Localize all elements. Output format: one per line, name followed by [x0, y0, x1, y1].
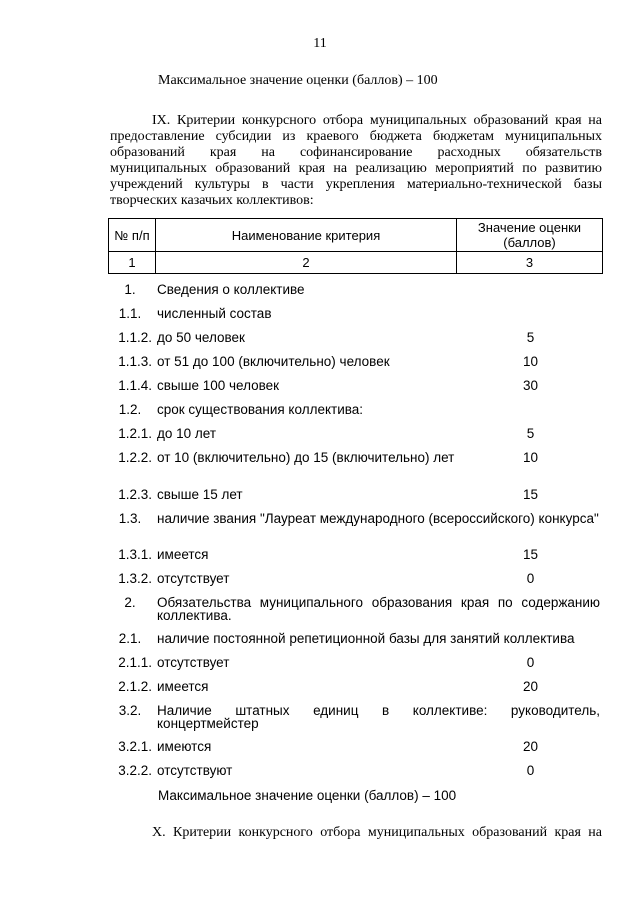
row-number: 3.2.2. — [118, 763, 152, 778]
page-number: 11 — [313, 36, 327, 51]
row-number: 1.3.1. — [118, 547, 152, 562]
row-number: 1.1.2. — [118, 330, 152, 345]
row-number: 1.2.1. — [118, 426, 152, 441]
section-9-line: учреждений культуры в части укрепления материально-технической базы — [110, 177, 602, 192]
row-text: от 10 (включительно) до 15 (включительно) лет — [157, 450, 455, 465]
row-value: 10 — [522, 450, 539, 465]
row-number: 3.2. — [118, 703, 142, 718]
row-value: 15 — [522, 487, 539, 502]
row-text: до 50 человек — [157, 330, 245, 345]
row-text: численный состав — [157, 306, 272, 321]
col-score-index: 3 — [457, 252, 603, 274]
row-value: 20 — [522, 679, 539, 694]
row-value: 5 — [526, 426, 535, 441]
row-number: 1.2.2. — [118, 450, 152, 465]
section-10-heading — [110, 825, 602, 841]
col-number-header: № п/п — [109, 219, 156, 252]
max-score-top: Максимальное значение оценки (баллов) – 100 — [158, 73, 438, 88]
row-text: Наличие штатных единиц в коллективе: руководитель, концертмейстер — [157, 703, 600, 731]
col-score-header — [457, 219, 603, 252]
row-text: срок существования коллектива: — [157, 402, 364, 417]
row-text: отсутствует — [157, 571, 230, 586]
row-number: 2. — [124, 595, 136, 610]
row-number: 2.1.1. — [118, 655, 152, 670]
row-number: 1.1. — [118, 306, 142, 321]
row-number: 1.2. — [118, 402, 142, 417]
row-text: наличие постоянной репетиционной базы для занятий коллектива — [157, 631, 575, 646]
row-text: свыше 100 человек — [157, 378, 280, 393]
row-text: свыше 15 лет — [157, 487, 243, 502]
row-text: отсутствуют — [157, 763, 233, 778]
row-number: 1.3. — [118, 511, 142, 526]
row-text: имеются — [157, 739, 212, 754]
row-text: имеется — [157, 679, 209, 694]
row-number: 3.2.1. — [118, 739, 152, 754]
col-score-header-line2: (баллов) — [503, 235, 556, 250]
section-9-line: образований края на софинансирование расходных обязательств — [110, 145, 602, 160]
row-value: 0 — [526, 571, 535, 586]
section-9-line: муниципальных образований края на реализацию мероприятий по развитию — [110, 161, 602, 176]
col-name-index: 2 — [156, 252, 457, 274]
row-text: имеется — [157, 547, 209, 562]
criteria-table-header — [108, 218, 603, 274]
col-number-index: 1 — [109, 252, 156, 274]
row-number: 1.2.3. — [118, 487, 152, 502]
section-9-heading — [110, 113, 602, 209]
row-text: Обязательства муниципального образования края по содержанию коллектива. — [157, 595, 600, 623]
max-score-bottom: Максимальное значение оценки (баллов) – 100 — [158, 788, 457, 803]
col-name-header: Наименование критерия — [156, 219, 457, 252]
row-number: 1.1.3. — [118, 354, 152, 369]
row-text: наличие звания "Лауреат международного (всероссийского) конкурса" — [157, 511, 599, 526]
row-text: отсутствует — [157, 655, 230, 670]
col-score-header-line1: Значение оценки — [477, 220, 582, 235]
row-text: до 10 лет — [157, 426, 217, 441]
row-number: 1. — [124, 282, 136, 297]
row-number: 1.1.4. — [118, 378, 152, 393]
section-9-line: IX. Критерии конкурсного отбора муниципальных образований края на — [152, 113, 602, 128]
row-value: 20 — [522, 739, 539, 754]
row-value: 5 — [526, 330, 535, 345]
section-9-line: творческих казачьих коллективов: — [110, 193, 314, 208]
row-number: 2.1.2. — [118, 679, 152, 694]
row-value: 0 — [526, 763, 535, 778]
row-value: 10 — [522, 354, 539, 369]
row-text: Сведения о коллективе — [157, 282, 305, 297]
row-number: 1.3.2. — [118, 571, 152, 586]
row-value: 0 — [526, 655, 535, 670]
section-9-line: предоставление субсидии из краевого бюджета бюджетам муниципальных — [110, 129, 602, 144]
row-number: 2.1. — [118, 631, 142, 646]
section-10-line: X. Критерии конкурсного отбора муниципальных образований края на — [152, 825, 602, 840]
row-value: 15 — [522, 547, 539, 562]
row-value: 30 — [522, 378, 539, 393]
row-text: от 51 до 100 (включительно) человек — [157, 354, 390, 369]
